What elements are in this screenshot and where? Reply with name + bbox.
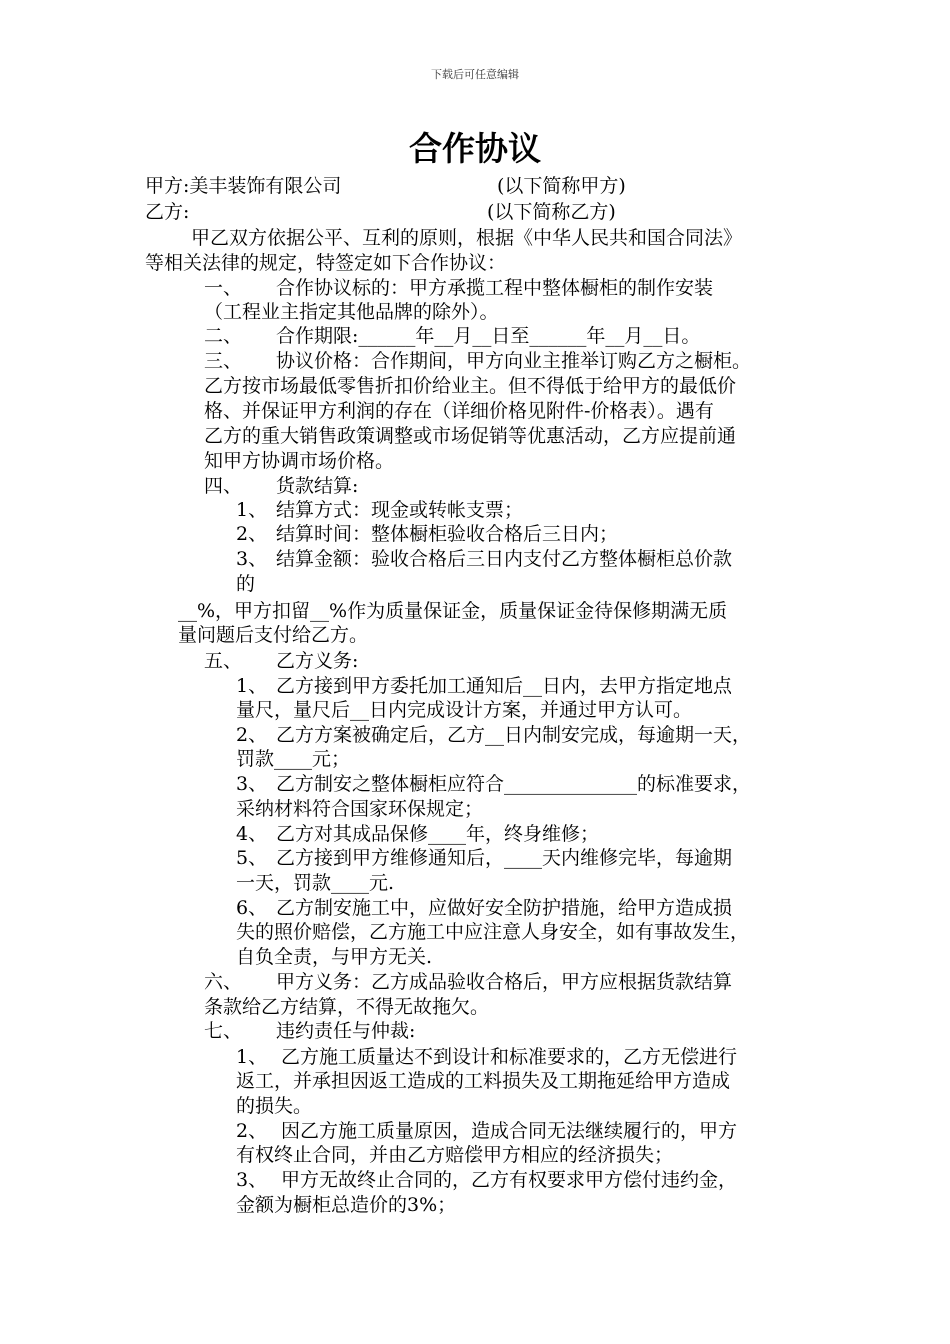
item-text: __%，甲方扣留__%作为质量保证金，质量保证金待保修期满无质 <box>178 600 728 622</box>
item-number: 2、 <box>236 1120 268 1142</box>
document-title: 合作协议 <box>409 129 541 168</box>
section-text: 乙方的重大销售政策调整或市场促销等优惠活动，乙方应提前通 <box>204 425 737 447</box>
item-text: 乙方接到甲方维修通知后，____天内维修完毕，每逾期 <box>276 847 733 869</box>
section-number: 二、 <box>204 325 243 347</box>
item-text: 乙方制安之整体橱柜应符合______________的标准要求， <box>276 773 752 795</box>
list-item <box>236 522 618 547</box>
section-text: 知甲方协调市场价格。 <box>204 450 395 472</box>
section-text: 乙方义务: <box>276 650 359 672</box>
item-text: 有权终止合同，并由乙方赔偿甲方相应的经济损失； <box>236 1144 674 1166</box>
item-number: 1、 <box>236 675 268 697</box>
section-1 <box>204 276 713 301</box>
section-text: 合作期限:______年__月__日至______年__月__日。 <box>276 325 701 347</box>
list-item <box>236 723 751 748</box>
section-4 <box>204 474 358 499</box>
section-number: 六、 <box>204 971 243 993</box>
section-text: 甲方义务：乙方成品验收合格后，甲方应根据货款结算 <box>276 971 733 993</box>
list-item <box>236 1168 737 1193</box>
section-number: 三、 <box>204 350 243 372</box>
item-text: 乙方制安施工中，应做好安全防护措施，给甲方造成损 <box>276 897 733 919</box>
item-text: 结算时间：整体橱柜验收合格后三日内； <box>276 523 619 545</box>
section-7 <box>204 1019 415 1044</box>
item-number: 5、 <box>236 847 268 869</box>
item-text: 量问题后支付给乙方。 <box>178 624 369 646</box>
item-number: 3、 <box>236 773 268 795</box>
list-item <box>236 498 523 523</box>
item-text: 因乙方施工质量原因，造成合同无法继续履行的，甲方 <box>281 1120 738 1142</box>
party-b-note: (以下简称乙方) <box>487 201 616 223</box>
item-text: 的损失。 <box>236 1095 313 1117</box>
item-text: 乙方对其成品保修____年，终身维修； <box>276 823 600 845</box>
party-a-note: (以下简称甲方) <box>497 175 626 197</box>
item-number: 4、 <box>236 823 268 845</box>
item-text: 的 <box>236 573 256 595</box>
section-2 <box>204 324 700 349</box>
list-item <box>236 1045 737 1070</box>
intro-line: 甲乙双方依据公平、互利的原则，根据《中华人民共和国合同法》 <box>191 227 743 249</box>
section-text: 货款结算: <box>276 475 359 497</box>
item-text: 量尺，量尺后__日内完成设计方案，并通过甲方认可。 <box>236 699 693 721</box>
item-text: 结算金额：验收合格后三日内支付乙方整体橱柜总价款 <box>276 548 733 570</box>
section-number: 五、 <box>204 650 243 672</box>
list-item <box>236 896 732 921</box>
section-number: 七、 <box>204 1020 243 1042</box>
item-text: 乙方接到甲方委托加工通知后__日内，去甲方指定地点 <box>276 675 733 697</box>
item-number: 1、 <box>236 499 268 521</box>
item-text: 自负全责，与甲方无关. <box>236 946 433 968</box>
item-number: 6、 <box>236 897 268 919</box>
list-item <box>236 674 732 699</box>
list-item <box>236 846 732 871</box>
section-text: 合作协议标的：甲方承揽工程中整体橱柜的制作安装 <box>276 277 714 299</box>
party-a-line <box>145 174 341 199</box>
item-text: 返工，并承担因返工造成的工料损失及工期拖延给甲方造成 <box>236 1070 731 1092</box>
list-item <box>236 772 751 797</box>
section-6 <box>204 970 732 995</box>
section-text: 违约责任与仲裁: <box>276 1020 416 1042</box>
item-text: 一天，罚款____元. <box>236 872 395 894</box>
item-text: 乙方方案被确定后，乙方__日内制安完成，每逾期一天， <box>276 724 752 746</box>
section-number: 一、 <box>204 277 243 299</box>
item-number: 2、 <box>236 523 268 545</box>
item-text: 乙方施工质量达不到设计和标准要求的，乙方无偿进行 <box>281 1046 738 1068</box>
item-text: 结算方式：现金或转帐支票； <box>276 499 524 521</box>
list-item <box>236 547 732 572</box>
item-number: 3、 <box>236 1169 268 1191</box>
page-header: 下载后可任意编辑 <box>431 68 519 81</box>
party-a-label: 甲方: <box>145 175 190 197</box>
section-text: 乙方按市场最低零售折扣价给业主。但不得低于给甲方的最低价 <box>204 375 737 397</box>
section-text: 格、并保证甲方利润的存在（详细价格见附件-价格表）。遇有 <box>204 400 714 422</box>
item-number: 1、 <box>236 1046 268 1068</box>
list-item <box>236 822 599 847</box>
item-text: 甲方无故终止合同的，乙方有权要求甲方偿付违约金， <box>281 1169 738 1191</box>
section-number: 四、 <box>204 475 243 497</box>
section-3 <box>204 349 751 374</box>
item-text: 失的照价赔偿，乙方施工中应注意人身安全，如有事故发生， <box>236 921 750 943</box>
list-item <box>236 1119 737 1144</box>
item-number: 3、 <box>236 548 268 570</box>
party-a-name: 美丰装饰有限公司 <box>189 175 342 197</box>
section-text: （工程业主指定其他品牌的除外）。 <box>204 301 499 323</box>
item-number: 2、 <box>236 724 268 746</box>
item-text: 金额为橱柜总造价的3%； <box>236 1194 457 1216</box>
section-text: 条款给乙方结算，不得无故拖欠。 <box>204 996 490 1018</box>
item-text: 采纳材料符合国家环保规定； <box>236 798 484 820</box>
party-b-label: 乙方: <box>145 201 190 223</box>
section-text: 协议价格：合作期间，甲方向业主推举订购乙方之橱柜。 <box>276 350 752 372</box>
item-text: 罚款____元； <box>236 748 351 770</box>
section-5 <box>204 649 358 674</box>
intro-line: 等相关法律的规定，特签定如下合作协议： <box>145 252 507 274</box>
